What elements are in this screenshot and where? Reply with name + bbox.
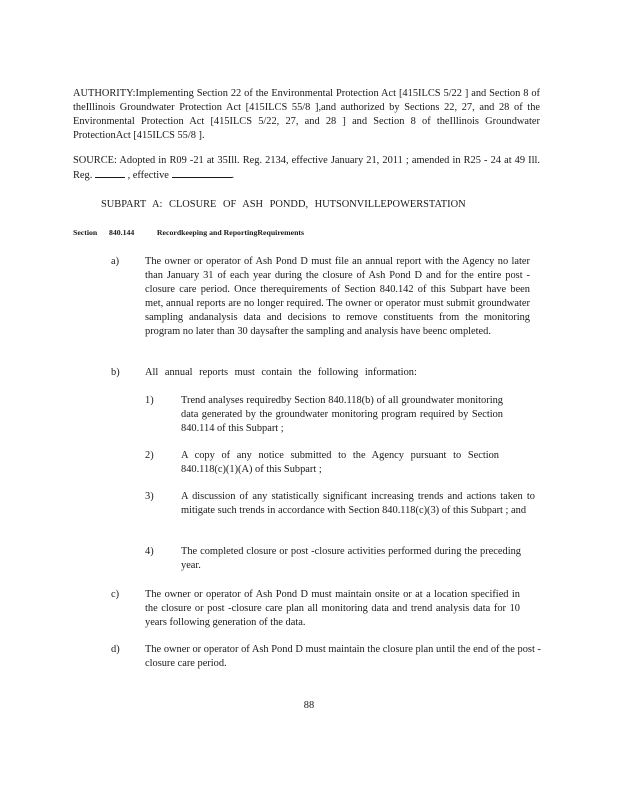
item-1-marker: 1) xyxy=(145,395,154,406)
item-4: The completed closure or post -closure activities performed during the preceding year. xyxy=(181,546,521,571)
paragraph-a-marker: a) xyxy=(111,256,120,267)
item-3: A discussion of any statistically significant increasing trends and actions taken to mitigate such trends in accordance with Section 840.118(c)(3) of this Subpart ; and xyxy=(181,491,535,516)
item-1: Trend analyses requiredby Section 840.118(b) of all groundwater monitoring data generated by the groundwater monitoring program required by Section 840.114 of this Subpart ; xyxy=(181,395,503,434)
subpart-heading: SUBPART A: CLOSURE OF ASH PONDD, HUTSONVILLEPOWERSTATION xyxy=(101,199,466,210)
paragraph-b-marker: b) xyxy=(111,367,120,378)
paragraph-c-marker: c) xyxy=(111,589,120,600)
paragraph-c: The owner or operator of Ash Pond D must maintain onsite or at a location specified in the closure or post -closure care plan all monitoring data and trend analysis data for 10 years following generation of the data. xyxy=(145,589,520,628)
item-2-marker: 2) xyxy=(145,450,154,461)
section-number: 840.144 xyxy=(108,228,135,237)
page-number: 88 xyxy=(303,700,315,711)
item-2: A copy of any notice submitted to the Agency pursuant to Section 840.118(c)(1)(A) of this Subpart ; xyxy=(181,450,499,475)
blank-register-page xyxy=(95,168,125,178)
section-heading xyxy=(73,228,304,238)
section-label: Section xyxy=(73,228,98,237)
paragraph-a: The owner or operator of Ash Pond D must file an annual report with the Agency no later than January 31 of each year during the closure of Ash Pond D and for the entire post -closure care period. Once therequirements of Section 840.142 of this Subpart have been met, annual reports are no longer required. The owner or operator must submit groundwater sampling andanalysis data and decisions to remove constituents from the monitoring program no later than 30 daysafter the sampling and analysis have beenc ompleted. xyxy=(145,256,530,337)
paragraph-b: All annual reports must contain the following information: xyxy=(145,367,417,378)
item-4-marker: 4) xyxy=(145,546,154,557)
paragraph-d: The owner or operator of Ash Pond D must maintain the closure plan until the end of the post -closure care period. xyxy=(145,644,541,669)
section-title: Recordkeeping and ReportingRequirements xyxy=(156,228,305,237)
item-3-marker: 3) xyxy=(145,491,154,502)
source-end-text: . xyxy=(231,170,235,181)
paragraph-d-marker: d) xyxy=(111,644,120,655)
source-effective-text: , effective xyxy=(127,170,169,181)
source-note xyxy=(73,154,540,183)
source-text: SOURCE: Adopted in R09 -21 at 35Ill. Reg. 2134, effective January 21, 2011 ; amended in R25 - 24 at 49 Ill. Reg. xyxy=(73,155,540,181)
authority-note: AUTHORITY:Implementing Section 22 of the Environmental Protection Act [415ILCS 5/22 ] and Section 8 of theIllinois Groundwater Protection Act [415ILCS 55/8 ],and authorized by Sections 22, 27, and 28 of the Environmental Protection Act [415ILCS 5/22, 27, and 28 ] and Section 8 of theIllinois Groundwater ProtectionAct [415ILCS 55/8 ]. xyxy=(73,88,540,141)
blank-effective-date xyxy=(172,168,232,178)
